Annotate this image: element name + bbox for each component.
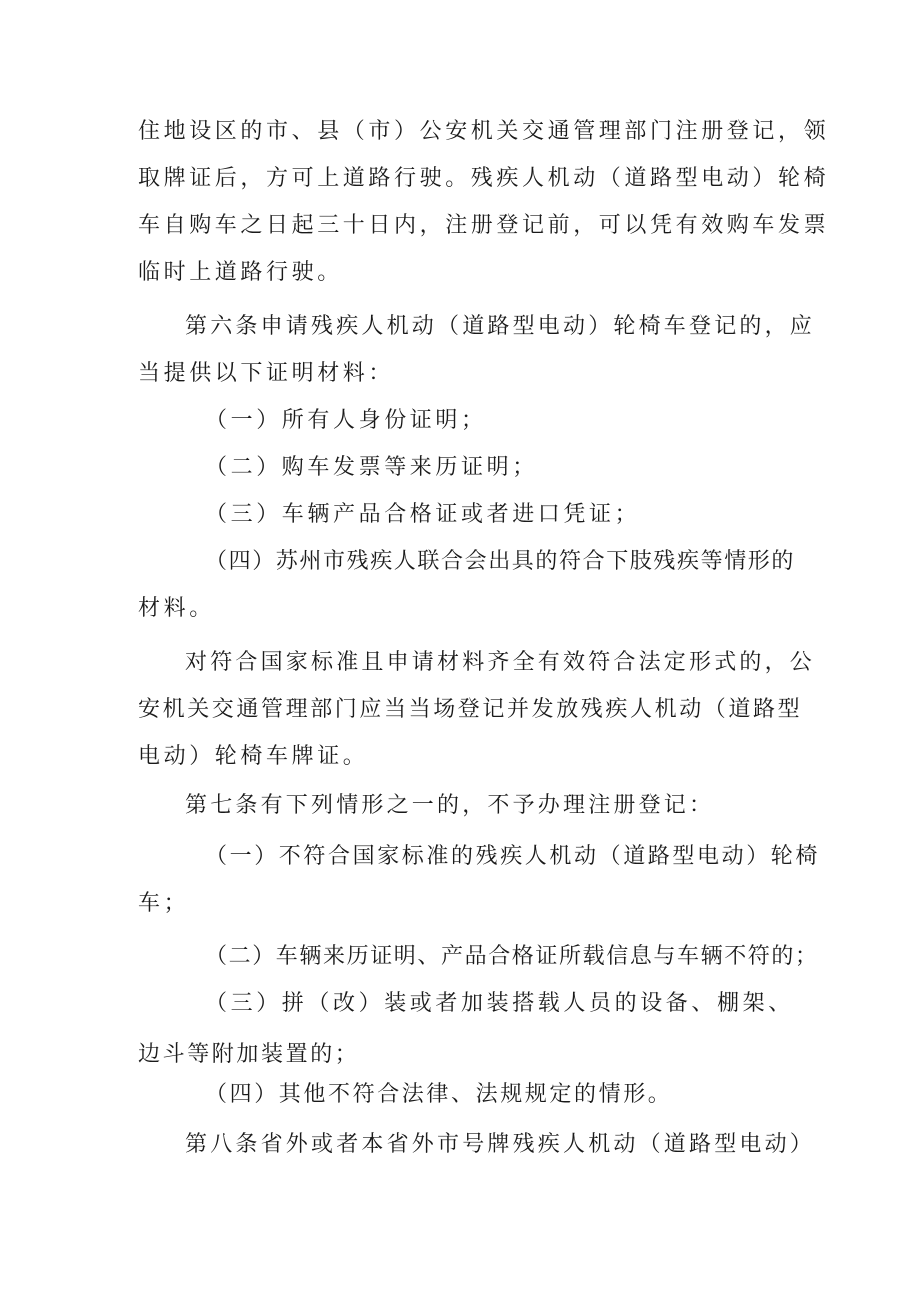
list-item: （二）购车发票等来历证明；	[205, 455, 538, 480]
article-7-heading-line: 第七条有下列情形之一的，不予办理注册登记：	[185, 793, 715, 818]
article-6-heading-line: 第六条申请残疾人机动（道路型电动）轮椅车登记的，应	[185, 314, 816, 339]
paragraph-line: 电动）轮椅车牌证。	[138, 744, 369, 769]
paragraph-line: 住地设区的市、县（市）公安机关交通管理部门注册登记，领	[138, 119, 830, 144]
list-item: （三）车辆产品合格证或者进口凭证；	[205, 502, 641, 527]
list-item: （一）所有人身份证明；	[205, 408, 487, 433]
paragraph-line: 材料。	[138, 596, 215, 621]
paragraph-line: 临时上道路行驶。	[138, 260, 343, 285]
paragraph-line: 车自购车之日起三十日内，注册登记前，可以凭有效购车发票	[138, 213, 830, 238]
paragraph-line: 当提供以下证明材料：	[138, 361, 395, 386]
paragraph-line: 安机关交通管理部门应当当场登记并发放残疾人机动（道路型	[138, 697, 803, 722]
list-item: （一）不符合国家标准的残疾人机动（道路型电动）轮椅	[205, 844, 821, 869]
paragraph-line: 取牌证后，方可上道路行驶。残疾人机动（道路型电动）轮椅	[138, 166, 830, 191]
list-item: （二）车辆来历证明、产品合格证所载信息与车辆不符的；	[205, 944, 819, 969]
list-item: （三）拼（改）装或者加装搭载人员的设备、棚架、	[205, 991, 794, 1016]
article-8-heading-line: 第八条省外或者本省外市号牌残疾人机动（道路型电动）	[185, 1132, 816, 1157]
paragraph-line: 车；	[138, 891, 190, 916]
list-item: （四）苏州市残疾人联合会出具的符合下肢残疾等情形的	[205, 549, 796, 574]
paragraph-line: 对符合国家标准且申请材料齐全有效符合法定形式的，公	[185, 650, 816, 675]
list-item: （四）其他不符合法律、法规规定的情形。	[205, 1082, 673, 1107]
paragraph-line: 边斗等附加装置的；	[138, 1042, 360, 1067]
